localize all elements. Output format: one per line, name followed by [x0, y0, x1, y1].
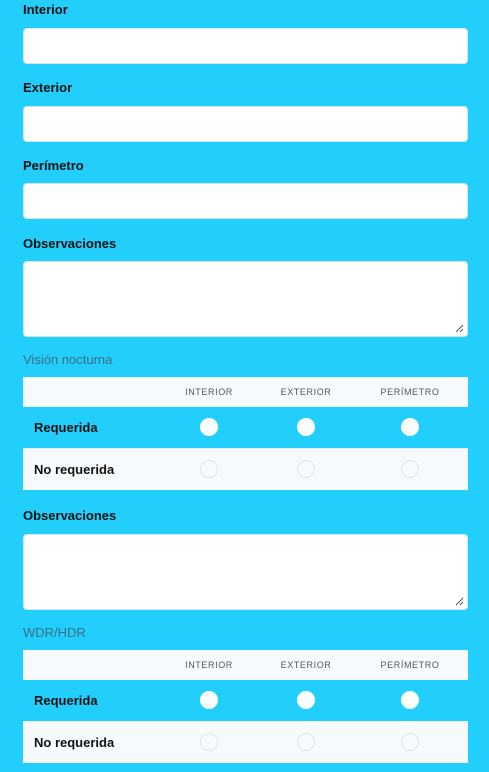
grid-row-requerida [23, 680, 468, 721]
column-header-interior: INTERIOR [185, 387, 233, 397]
observaciones-2-textarea[interactable] [23, 534, 468, 610]
observaciones-label: Observaciones [23, 236, 117, 251]
radio-no-requerida-exterior[interactable] [297, 460, 315, 478]
wdr-hdr-title: WDR/HDR [23, 625, 86, 640]
row-label-requerida: Requerida [34, 693, 98, 708]
interior-input[interactable] [23, 28, 468, 64]
radio-no-requerida-perimetro[interactable] [401, 460, 419, 478]
grid-header [23, 650, 468, 680]
vision-nocturna-title: Visión nocturna [23, 352, 113, 367]
column-header-perimetro: PERÍMETRO [380, 660, 440, 670]
column-header-perimetro: PERÍMETRO [380, 387, 440, 397]
observaciones-textarea[interactable] [23, 261, 468, 337]
perimetro-label: Perímetro [23, 158, 84, 173]
wdr-hdr-grid [23, 650, 468, 763]
column-header-exterior: EXTERIOR [280, 660, 332, 670]
exterior-input[interactable] [23, 106, 468, 142]
radio-requerida-interior[interactable] [200, 691, 218, 709]
radio-no-requerida-interior[interactable] [200, 733, 218, 751]
radio-requerida-perimetro[interactable] [401, 418, 419, 436]
observaciones-2-label: Observaciones [23, 508, 117, 523]
grid-row-no-requerida [23, 448, 468, 490]
radio-no-requerida-exterior[interactable] [297, 733, 315, 751]
exterior-label: Exterior [23, 80, 73, 95]
row-label-no-requerida: No requerida [34, 462, 115, 477]
grid-row-requerida [23, 407, 468, 448]
column-header-exterior: EXTERIOR [280, 387, 332, 397]
column-header-interior: INTERIOR [185, 660, 233, 670]
resize-handle-icon[interactable] [454, 323, 464, 333]
resize-handle-icon[interactable] [454, 596, 464, 606]
perimetro-input[interactable] [23, 183, 468, 219]
radio-requerida-exterior[interactable] [297, 418, 315, 436]
radio-no-requerida-perimetro[interactable] [401, 733, 419, 751]
vision-nocturna-grid [23, 377, 468, 490]
radio-requerida-perimetro[interactable] [401, 691, 419, 709]
grid-row-no-requerida [23, 721, 468, 763]
row-label-requerida: Requerida [34, 420, 98, 435]
row-label-no-requerida: No requerida [34, 735, 115, 750]
radio-requerida-exterior[interactable] [297, 691, 315, 709]
grid-header [23, 377, 468, 407]
radio-no-requerida-interior[interactable] [200, 460, 218, 478]
interior-label: Interior [23, 2, 68, 17]
radio-requerida-interior[interactable] [200, 418, 218, 436]
